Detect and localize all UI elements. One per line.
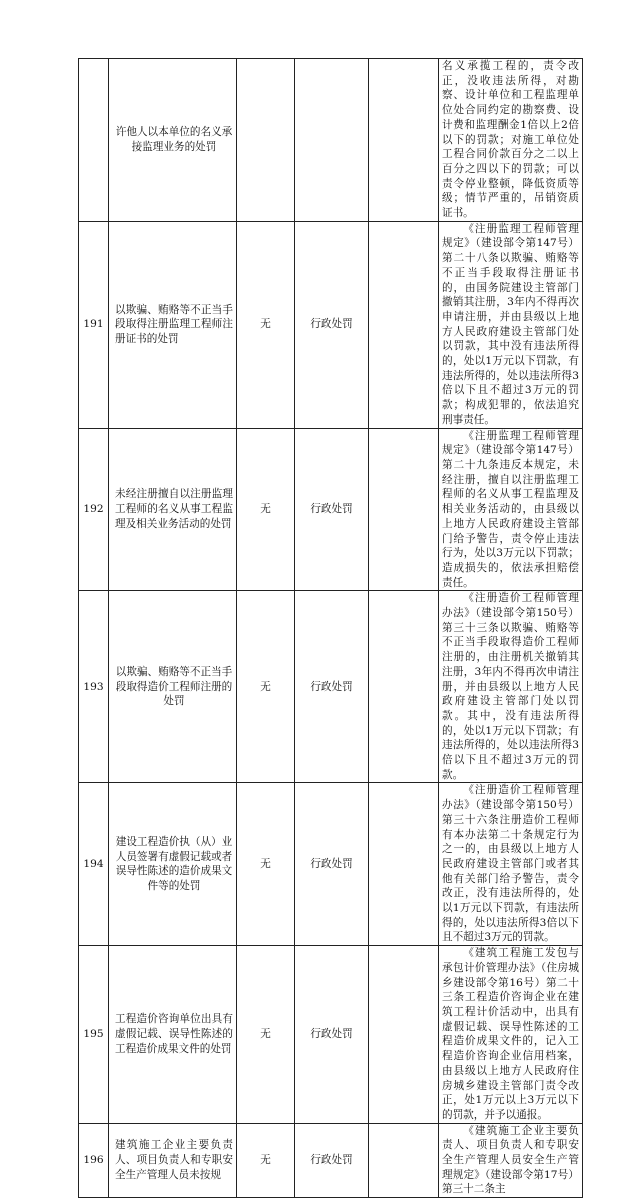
legal-basis: 《注册造价工程师管理办法》（建设部令第150号）第三十三条以欺骗、贿赂等不正当手段取得造价工程师注册的，由注册机关撤销其注册，3年内不得再次申请注册，并由县级以上地方人民政府建设主管部门处以罚款。其中，没有违法所得的，处以1万元以下罚款；有违法所得的，处以违法所得3倍以下且不超过3万元的罚款。: [439, 591, 583, 783]
legal-basis: 《建筑施工企业主要负责人、项目负责人和专职安全生产管理人员安全生产管理规定》（建设部令第17号）第三十二条主: [439, 1123, 583, 1198]
penalty-type: 行政处罚: [295, 221, 369, 428]
penalty-item-name: 许他人以本单位的名义承接监理业务的处罚: [109, 59, 237, 222]
row-number: 196: [79, 1123, 109, 1198]
penalty-type: 行政处罚: [295, 591, 369, 783]
sub-item: 无: [237, 1123, 295, 1198]
row-number: [79, 59, 109, 222]
empty-cell: [369, 946, 439, 1123]
table-row: [79, 591, 583, 783]
table-row: [79, 59, 583, 222]
sub-item: 无: [237, 428, 295, 591]
penalty-item-name: 以欺骗、贿赂等不正当手段取得注册监理工程师注册证书的处罚: [109, 221, 237, 428]
table-row: [79, 946, 583, 1123]
empty-cell: [369, 591, 439, 783]
empty-cell: [369, 783, 439, 946]
row-number: 194: [79, 783, 109, 946]
row-number: 191: [79, 221, 109, 428]
row-number: 193: [79, 591, 109, 783]
penalty-item-name: 工程造价咨询单位出具有虚假记载、误导性陈述的工程造价成果文件的处罚: [109, 946, 237, 1123]
row-number: 195: [79, 946, 109, 1123]
penalty-type: 行政处罚: [295, 946, 369, 1123]
penalty-type: 行政处罚: [295, 428, 369, 591]
penalty-type: 行政处罚: [295, 783, 369, 946]
table-row: [79, 221, 583, 428]
empty-cell: [369, 221, 439, 428]
sub-item: 无: [237, 783, 295, 946]
penalty-item-name: 以欺骗、贿赂等不正当手段取得造价工程师注册的处罚: [109, 591, 237, 783]
table-row: [79, 1123, 583, 1198]
penalty-item-name: 建设工程造价执（从）业人员签署有虚假记载或者误导性陈述的造价成果文件等的处罚: [109, 783, 237, 946]
penalty-item-name: 未经注册擅自以注册监理工程师的名义从事工程监理及相关业务活动的处罚: [109, 428, 237, 591]
penalty-type: 行政处罚: [295, 1123, 369, 1198]
legal-basis: 《注册监理工程师管理规定》（建设部令第147号）第二十九条违反本规定，未经注册，擅自以注册监理工程师的名义从事工程监理及相关业务活动的，由县级以上地方人民政府建设主管部门给予警告，责令停止违法行为，处以3万元以下罚款；造成损失的，依法承担赔偿责任。: [439, 428, 583, 591]
legal-basis: 《注册造价工程师管理办法》（建设部令第150号）第三十六条注册造价工程师有本办法第二十条规定行为之一的，由县级以上地方人民政府建设主管部门或者其他有关部门给予警告，责令改正，没有违法所得的，处以1万元以下罚款，有违法所得的，处以违法所得3倍以下且不超过3万元的罚款。: [439, 783, 583, 946]
table-row: [79, 783, 583, 946]
row-number: 192: [79, 428, 109, 591]
legal-basis: 《建筑工程施工发包与承包计价管理办法》（住房城乡建设部令第16号）第二十三条工程造价咨询企业在建筑工程计价活动中，出具有虚假记载、误导性陈述的工程造价成果文件的，记入工程造价咨询企业信用档案，由县级以上地方人民政府住房城乡建设主管部门责令改正，处1万元以上3万元以下的罚款，并予以通报。: [439, 946, 583, 1123]
penalty-item-name: 建筑施工企业主要负责人、项目负责人和专职安全生产管理人员未按规: [109, 1123, 237, 1198]
empty-cell: [369, 428, 439, 591]
sub-item: [237, 59, 295, 222]
sub-item: 无: [237, 221, 295, 428]
empty-cell: [369, 59, 439, 222]
penalty-type: [295, 59, 369, 222]
sub-item: 无: [237, 591, 295, 783]
table-row: [79, 428, 583, 591]
empty-cell: [369, 1123, 439, 1198]
legal-basis: 名义承揽工程的，责令改正，没收违法所得，对勘察、设计单位和工程监理单位处合同约定的勘察费、设计费和监理酬金1倍以上2倍以下的罚款；对施工单位处工程合同价款百分之二以上百分之四以下的罚款；可以责令停业整顿，降低资质等级；情节严重的，吊销资质证书。: [439, 59, 583, 222]
legal-basis: 《注册监理工程师管理规定》（建设部令第147号）第二十八条以欺骗、贿赂等不正当手段取得注册证书的，由国务院建设主管部门撤销其注册，3年内不得再次申请注册，并由县级以上地方人民政府建设主管部门处以罚款，其中没有违法所得的，处以1万元以下罚款，有违法所得的，处以违法所得3倍以下且不超过3万元的罚款；构成犯罪的，依法追究刑事责任。: [439, 221, 583, 428]
sub-item: 无: [237, 946, 295, 1123]
penalty-table: [78, 58, 583, 1198]
